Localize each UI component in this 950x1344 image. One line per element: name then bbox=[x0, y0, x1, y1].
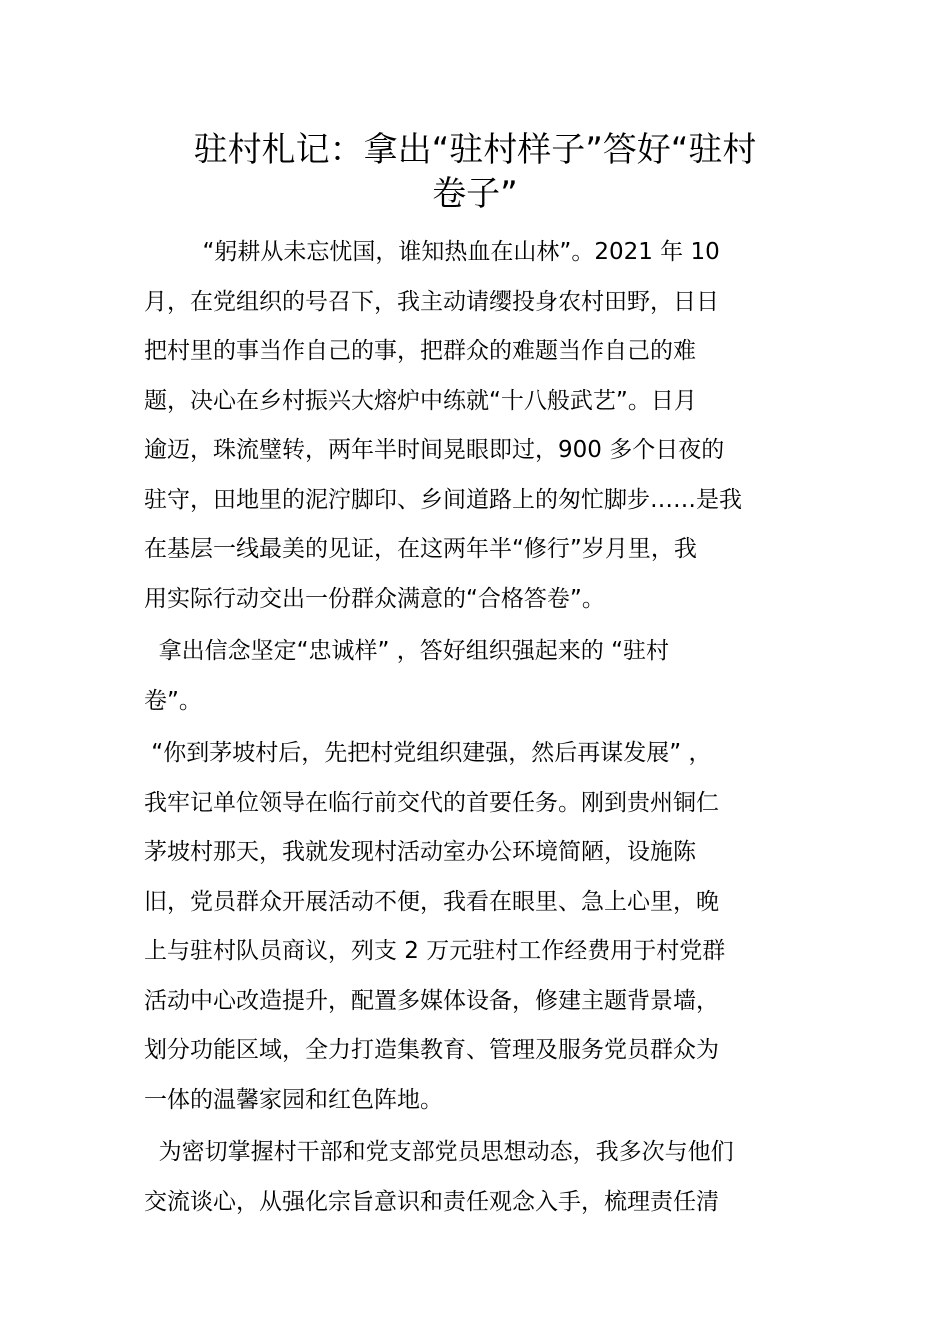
paragraph-intro bbox=[144, 228, 810, 624]
text-line: 用实际行动交出一份群众满意的“合格答卷”。 bbox=[144, 585, 605, 612]
title-line: 卷子” bbox=[432, 174, 518, 214]
text-line: 在基层一线最美的见证，在这两年半“修行”岁月里，我 bbox=[144, 536, 697, 562]
text-line: 题，决心在乡村振兴大熔炉中练就“十八般武艺”。日月 bbox=[144, 387, 697, 414]
paragraph-body bbox=[144, 729, 810, 1125]
text-line: 把村里的事当作自己的事，把群众的难题当作自己的难 bbox=[144, 338, 696, 364]
text-line: 划分功能区域，全力打造集教育、管理及服务党员群众为 bbox=[144, 1037, 719, 1063]
text-line: 驻守，田地里的泥泞脚印、乡间道路上的匆忙脚步……是我 bbox=[144, 486, 742, 513]
text-line: 拿出信念坚定“忠诚样” ，答好组织强起来的 “驻村 bbox=[144, 638, 669, 664]
document-body bbox=[144, 228, 810, 1227]
text-line: 茅坡村那天，我就发现村活动室办公环境简陋，设施陈 bbox=[144, 839, 696, 865]
text-line: 上与驻村队员商议，列支 2 万元驻村工作经费用于村党群 bbox=[144, 938, 726, 964]
text-line: 卷”。 bbox=[144, 687, 202, 714]
text-line: 旧，党员群众开展活动不便，我看在眼里、急上心里，晚 bbox=[144, 888, 719, 915]
text-line: 逾迈，珠流璧转，两年半时间晃眼即过，900 多个日夜的 bbox=[144, 437, 725, 463]
text-line: “躬耕从未忘忧国，谁知热血在山林”。2021 年 10 bbox=[144, 239, 720, 265]
text-line: 为密切掌握村干部和党支部党员思想动态，我多次与他们 bbox=[144, 1139, 734, 1165]
title-line: 驻村札记：拿出“驻村样子”答好“驻村 bbox=[193, 130, 757, 170]
text-line: 交流谈心，从强化宗旨意识和责任观念入手，梳理责任清 bbox=[144, 1188, 719, 1215]
text-line: 我牢记单位领导在临行前交代的首要任务。刚到贵州铜仁 bbox=[144, 789, 719, 816]
text-line: 一体的温馨家园和红色阵地。 bbox=[144, 1086, 443, 1113]
paragraph-body bbox=[144, 1128, 810, 1227]
text-line: 活动中心改造提升，配置多媒体设备，修建主题背景墙， bbox=[144, 987, 719, 1014]
text-line: 月，在党组织的号召下，我主动请缨投身农村田野，日日 bbox=[144, 288, 719, 315]
paragraph-section-heading bbox=[144, 627, 810, 726]
text-line: “你到茅坡村后，先把村党组织建强，然后再谋发展” ， bbox=[144, 740, 712, 766]
document-title bbox=[150, 128, 800, 216]
